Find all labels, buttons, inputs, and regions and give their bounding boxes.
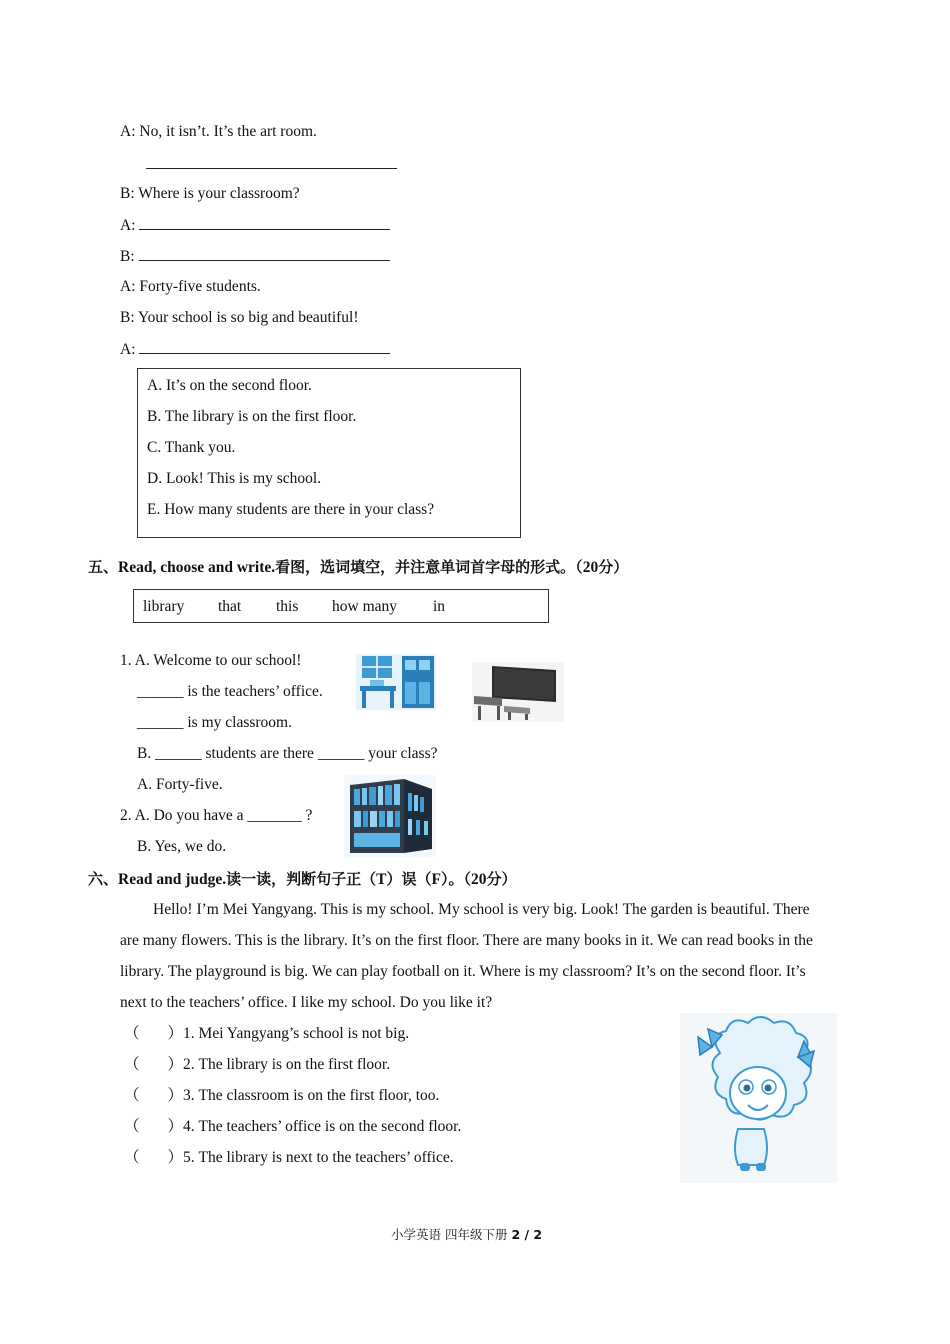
answer-bracket-open[interactable]: （ [124,1056,140,1073]
dialogue-line-7 [120,339,390,360]
answer-bracket-open[interactable]: （ [124,1025,140,1042]
fill-blank[interactable]: ______ [137,683,184,700]
answer-blank[interactable] [139,215,390,230]
section-6-heading: 六、Read and judge.读一读，判断句子正（T）误（F）。（20分） [88,870,517,888]
page-footer [391,1225,542,1243]
mei-yangyang-picture [680,1013,837,1183]
answer-bracket-close[interactable]: ） [167,1025,184,1042]
option-item: C. Thank you. [147,439,236,456]
word-bank-item: library [143,598,185,615]
answer-bracket-open[interactable]: （ [124,1087,140,1104]
answer-bracket-close[interactable]: ） [167,1056,184,1073]
footer-text: 小学英语 四年级下册 [391,1227,512,1242]
page-number: 2 / 2 [511,1227,543,1242]
option-item: B. The library is on the first floor. [147,408,357,425]
option-item: E. How many students are there in your class? [147,501,435,518]
word-bank-item: in [433,598,446,615]
q1-line-e: A. Forty-five. [137,776,223,793]
library-bookshelf-picture [344,775,436,857]
section-5-heading: 五、Read, choose and write.看图，选词填空，并注意单词首字母的形式。（20分） [88,558,629,576]
speaker-label: A: [120,341,136,358]
passage-line-4: next to the teachers’ office. I like my school. Do you like it? [120,994,493,1011]
word-bank [133,589,549,623]
answer-blank[interactable] [139,339,390,354]
classroom-picture [472,662,564,722]
passage-line-1: Hello! I’m Mei Yangyang. This is my school. My school is very big. Look! The garden is beautiful. There [153,901,810,918]
word-bank-item: that [218,598,242,615]
answer-blank[interactable] [139,246,390,261]
q1-line-b: ______ is the teachers’ office. [137,683,323,700]
speaker-label: A: [120,217,136,234]
option-item: A. It’s on the second floor. [147,377,312,394]
fill-blank[interactable]: ______ [155,745,202,762]
fill-blank[interactable]: ______ [317,745,365,762]
option-item: D. Look! This is my school. [147,470,322,487]
options-box [137,368,521,538]
q1-line-c: ______ is my classroom. [137,714,292,731]
word-bank-item: this [276,598,299,615]
dialogue-line-4 [120,246,390,267]
speaker-label: B: [120,248,135,265]
dialogue-line-6: B: Your school is so big and beautiful! [120,309,359,326]
judge-item: （ ）4. The teachers’ office is on the second floor. [124,1118,462,1135]
fill-blank[interactable]: ______ [137,714,184,731]
q2-line-b: B. Yes, we do. [137,838,227,855]
judge-item: （ ）1. Mei Yangyang’s school is not big. [124,1025,410,1042]
dialogue-line-3 [120,215,390,236]
dialogue-line-1: A: No, it isn’t. It’s the art room. [120,123,317,140]
judge-item: （ ）2. The library is on the first floor. [124,1056,391,1073]
answer-bracket-close[interactable]: ） [167,1149,184,1166]
answer-bracket-close[interactable]: ） [167,1087,184,1104]
answer-bracket-open[interactable]: （ [124,1118,140,1135]
dialogue-answer-blank[interactable] [146,154,397,175]
dialogue-line-2: B: Where is your classroom? [120,185,300,202]
q2-line-a: 2. A. Do you have a _______ ? [120,807,313,824]
word-bank-item: how many [332,598,398,615]
passage-line-3: library. The playground is big. We can play football on it. Where is my classroom? It’s on the second floor. It’s [120,963,806,980]
answer-bracket-close[interactable]: ） [167,1118,184,1135]
fill-blank[interactable]: _______ [247,807,302,824]
dialogue-line-5: A: Forty-five students. [120,278,261,295]
judge-item: （ ）5. The library is next to the teachers’ office. [124,1149,454,1166]
judge-item: （ ）3. The classroom is on the first floor, too. [124,1087,440,1104]
teachers-office-picture [354,652,438,712]
answer-bracket-open[interactable]: （ [124,1149,140,1166]
q1-line-a: 1. A. Welcome to our school! [120,652,302,669]
passage-line-2: are many flowers. This is the library. It’s on the first floor. There are many books in it. We can read books in the [120,932,813,949]
q1-line-d: B. ______ students are there ______ your class? [137,745,438,762]
